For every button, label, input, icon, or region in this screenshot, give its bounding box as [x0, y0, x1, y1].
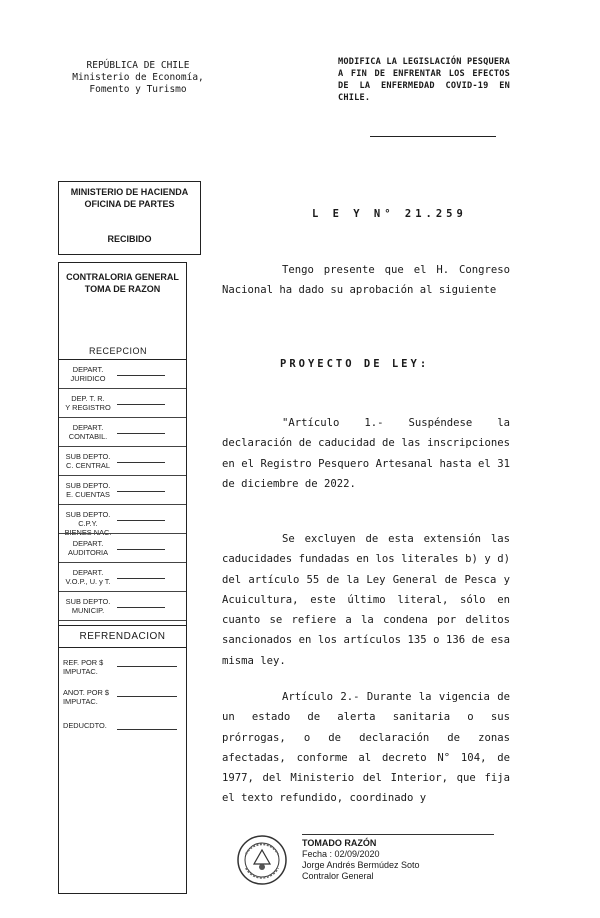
recepcion-row-label-line-1: DEPART.: [72, 365, 104, 374]
refrendacion-row-label: [63, 688, 115, 706]
article-2-paragraph: Artículo 2.- Durante la vigencia de un estado de alerta sanitaria o sus prórrogas, o de declaración de zonas afectadas, conforme al decreto N° 104, de 1977, del Ministerio del Interior, que fija el texto refundido, coordinado y: [222, 691, 510, 805]
toma-razon-name: Jorge Andrés Bermúdez Soto: [302, 860, 420, 870]
recepcion-row-divider: [59, 446, 186, 447]
recepcion-row-label-line-1: SUB DEPTO.: [65, 452, 111, 461]
recepcion-row-label-line-2: Y REGISTRO: [65, 403, 111, 412]
ministry-line-2: Ministerio de Economía,: [72, 72, 204, 83]
recepcion-row-label-line-2: AUDITORIA: [67, 548, 109, 557]
preamble-paragraph: Tengo presente que el H. Congreso Nacional ha dado su aprobación al siguiente: [222, 264, 510, 297]
ministry-line-1: REPÚBLICA DE CHILE: [86, 60, 190, 71]
refrendacion-fill-line: [117, 666, 177, 667]
refrendacion-divider-top: [59, 625, 186, 626]
recepcion-row-divider: [59, 475, 186, 476]
stamp-toma-razon: TOMA DE RAZON: [84, 284, 161, 294]
ministry-header: [58, 60, 218, 96]
exclusion-paragraph: Se excluyen de esta extensión las caducidades fundadas en los literales b) y d) del artículo 55 de la Ley General de Pesca y Acuicultura, este último literal, sólo en cuanto se refiere a la condena por delitos sancionados en los artículos 135 o 136 de esa misma ley.: [222, 533, 510, 667]
stamp-oficina: OFICINA DE PARTES: [84, 199, 175, 209]
recepcion-row-label: [63, 481, 113, 499]
refrendacion-row-label-line-1: ANOT. POR $: [63, 688, 109, 697]
refrendacion-row-label-line-1: REF. POR $: [63, 658, 104, 667]
recepcion-row-fill-line: [117, 607, 165, 608]
recepcion-row-fill-line: [117, 520, 165, 521]
stamp-recibido: RECIBIDO: [107, 234, 152, 244]
summary-underline: [370, 136, 496, 137]
toma-razon-role: Contralor General: [302, 871, 374, 881]
recepcion-row-label-line-1: DEP. T. R.: [71, 394, 105, 403]
refrendacion-fill-line: [117, 696, 177, 697]
contraloria-seal-icon: [236, 834, 288, 886]
toma-razon-block: [302, 838, 420, 882]
recepcion-row-label-line-2: C. CENTRAL: [66, 461, 110, 470]
recepcion-row-label: [63, 452, 113, 470]
recepcion-row-label: [63, 539, 113, 557]
refrendacion-row-label-line-2: IMPUTAC.: [63, 697, 98, 706]
toma-razon-rule: [302, 834, 494, 835]
recepcion-divider: [59, 359, 186, 360]
stamp-refrendacion: REFRENDACION: [79, 631, 166, 642]
recepcion-row-label-line-1: DEPART.: [72, 539, 104, 548]
recepcion-row-divider: [59, 562, 186, 563]
oficina-partes-stamp: [58, 181, 201, 255]
refrendacion-row-label-line-1: DEDUCDTO.: [63, 721, 107, 730]
recepcion-row-label: [63, 597, 113, 615]
recepcion-row-label-line-2: JURIDICO: [70, 374, 106, 383]
refrendacion-row-label-line-2: IMPUTAC.: [63, 667, 98, 676]
recepcion-row-label-line-1: SUB DEPTO. C.P.Y.: [65, 510, 111, 528]
ministry-line-3: Fomento y Turismo: [89, 84, 187, 95]
article-1-paragraph: "Artículo 1.- Suspéndese la declaración de caducidad de las inscripciones en el Registro Pesquero Artesanal hasta el 31 de diciembre de 2022.: [222, 417, 510, 490]
stamp-contraloria: CONTRALORIA GENERAL: [66, 272, 179, 282]
recepcion-row-label-line-1: DEPART.: [72, 568, 104, 577]
recepcion-row-fill-line: [117, 462, 165, 463]
recepcion-row-label: [63, 394, 113, 412]
law-summary: MODIFICA LA LEGISLACIÓN PESQUERA A FIN DE ENFRENTAR LOS EFECTOS DE LA ENFERMEDAD COVID-19 EN CHILE.: [338, 57, 510, 103]
recepcion-row-fill-line: [117, 578, 165, 579]
recepcion-row-fill-line: [117, 491, 165, 492]
recepcion-row-label-line-2: BIENES NAC.: [64, 528, 112, 537]
recepcion-row-fill-line: [117, 549, 165, 550]
recepcion-row-fill-line: [117, 375, 165, 376]
refrendacion-fill-line: [117, 729, 177, 730]
recepcion-row-label-line-2: CONTABIL.: [68, 432, 108, 441]
recepcion-row-label: [63, 423, 113, 441]
recepcion-row-label-line-2: E. CUENTAS: [66, 490, 110, 499]
recepcion-row-divider: [59, 504, 186, 505]
law-number-title: L E Y N° 21.259: [312, 208, 467, 220]
recepcion-row-label: [63, 568, 113, 586]
recepcion-row-divider: [59, 533, 186, 534]
recepcion-row-label-line-2: MUNICIP.: [71, 606, 105, 615]
contraloria-stamp: [58, 262, 187, 894]
stamp-recepcion: RECEPCION: [89, 346, 148, 356]
recepcion-row-divider: [59, 591, 186, 592]
recepcion-row-label-line-1: SUB DEPTO.: [65, 481, 111, 490]
refrendacion-row-label: [63, 721, 115, 730]
refrendacion-divider: [59, 647, 186, 648]
recepcion-row-fill-line: [117, 404, 165, 405]
recepcion-row-label-line-2: V.O.P., U. y T.: [65, 577, 111, 586]
toma-razon-fecha: Fecha : 02/09/2020: [302, 849, 380, 859]
refrendacion-row-label: [63, 658, 115, 676]
recepcion-row-label: [63, 365, 113, 383]
recepcion-row-divider: [59, 388, 186, 389]
recepcion-row-divider: [59, 417, 186, 418]
recepcion-row-label-line-1: DEPART.: [72, 423, 104, 432]
recepcion-row-label-line-1: SUB DEPTO.: [65, 597, 111, 606]
stamp-ministerio: MINISTERIO DE HACIENDA: [70, 187, 189, 197]
toma-razon-title: TOMADO RAZÓN: [302, 838, 377, 848]
proyecto-heading: PROYECTO DE LEY:: [280, 358, 430, 370]
recepcion-row-divider: [59, 620, 186, 621]
recepcion-row-fill-line: [117, 433, 165, 434]
